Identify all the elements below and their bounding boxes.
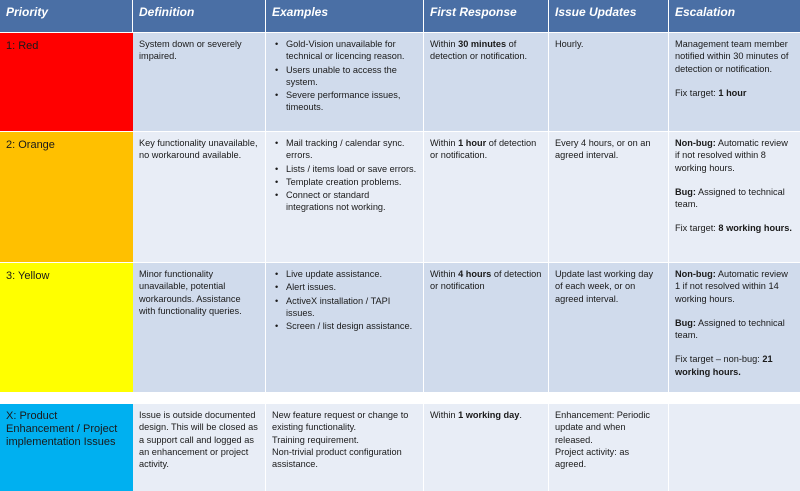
priority-yellow: 3: Yellow — [0, 262, 133, 392]
escalation-yellow: Non-bug: Automatic review 1 if not resolved within 14 working hours. Bug: Assigned to technical team. Fix target – non-bug: 21 working hours. — [669, 262, 800, 392]
row-separator — [0, 392, 800, 403]
list-item: • Live update assistance. — [286, 268, 417, 280]
escalation-red: Management team member notified within 30 minutes of detection or notification. Fix target: 1 hour — [669, 32, 800, 131]
header-priority: Priority — [0, 0, 133, 32]
priority-orange: 2: Orange — [0, 131, 133, 262]
issue-updates-yellow: Update last working day of each week, or on agreed interval. — [549, 262, 669, 392]
definition-orange: Key functionality unavailable, no workaround available. — [133, 131, 266, 262]
header-issue-updates: Issue Updates — [549, 0, 669, 32]
examples-orange — [266, 131, 424, 262]
priority-red: 1: Red — [0, 32, 133, 131]
examples-yellow — [266, 262, 424, 392]
priority-enhancement: X: Product Enhancement / Project implementation Issues — [0, 403, 133, 491]
definition-enhancement: Issue is outside documented design. This will be closed as a support call and logged as an enhancement or project activity. — [133, 403, 266, 491]
list-item: • Screen / list design assistance. — [286, 320, 417, 332]
list-item: • Severe performance issues, timeouts. — [286, 89, 417, 114]
list-item: • Mail tracking / calendar sync. errors. — [286, 137, 417, 162]
list-item: • Alert issues. — [286, 281, 417, 293]
list-item: • Template creation problems. — [286, 176, 417, 188]
first-response-enhancement: Within 1 working day. — [424, 403, 549, 491]
list-item: • Connect or standard integrations not working. — [286, 189, 417, 214]
issue-updates-red: Hourly. — [549, 32, 669, 131]
issue-updates-enhancement: Enhancement: Periodic update and when released. Project activity: as agreed. — [549, 403, 669, 491]
list-item: • Lists / items load or save errors. — [286, 163, 417, 175]
examples-enhancement: New feature request or change to existing functionality. Training requirement. Non-trivial product configuration assistance. — [266, 403, 424, 491]
first-response-yellow: Within 4 hours of detection or notification — [424, 262, 549, 392]
definition-red: System down or severely impaired. — [133, 32, 266, 131]
definition-yellow: Minor functionality unavailable, potential workarounds. Assistance with functionality queries. — [133, 262, 266, 392]
first-response-red: Within 30 minutes of detection or notification. — [424, 32, 549, 131]
escalation-orange: Non-bug: Automatic review if not resolved within 8 working hours. Bug: Assigned to technical team. Fix target: 8 working hours. — [669, 131, 800, 262]
examples-red — [266, 32, 424, 131]
header-escalation: Escalation — [669, 0, 800, 32]
header-first-response: First Response — [424, 0, 549, 32]
header-examples: Examples — [266, 0, 424, 32]
escalation-enhancement — [669, 403, 800, 491]
list-item: • Users unable to access the system. — [286, 64, 417, 89]
issue-updates-orange: Every 4 hours, or on an agreed interval. — [549, 131, 669, 262]
list-item: • Gold-Vision unavailable for technical or licencing reason. — [286, 38, 417, 63]
list-item: • ActiveX installation / TAPI issues. — [286, 295, 417, 320]
header-definition: Definition — [133, 0, 266, 32]
first-response-orange: Within 1 hour of detection or notification. — [424, 131, 549, 262]
